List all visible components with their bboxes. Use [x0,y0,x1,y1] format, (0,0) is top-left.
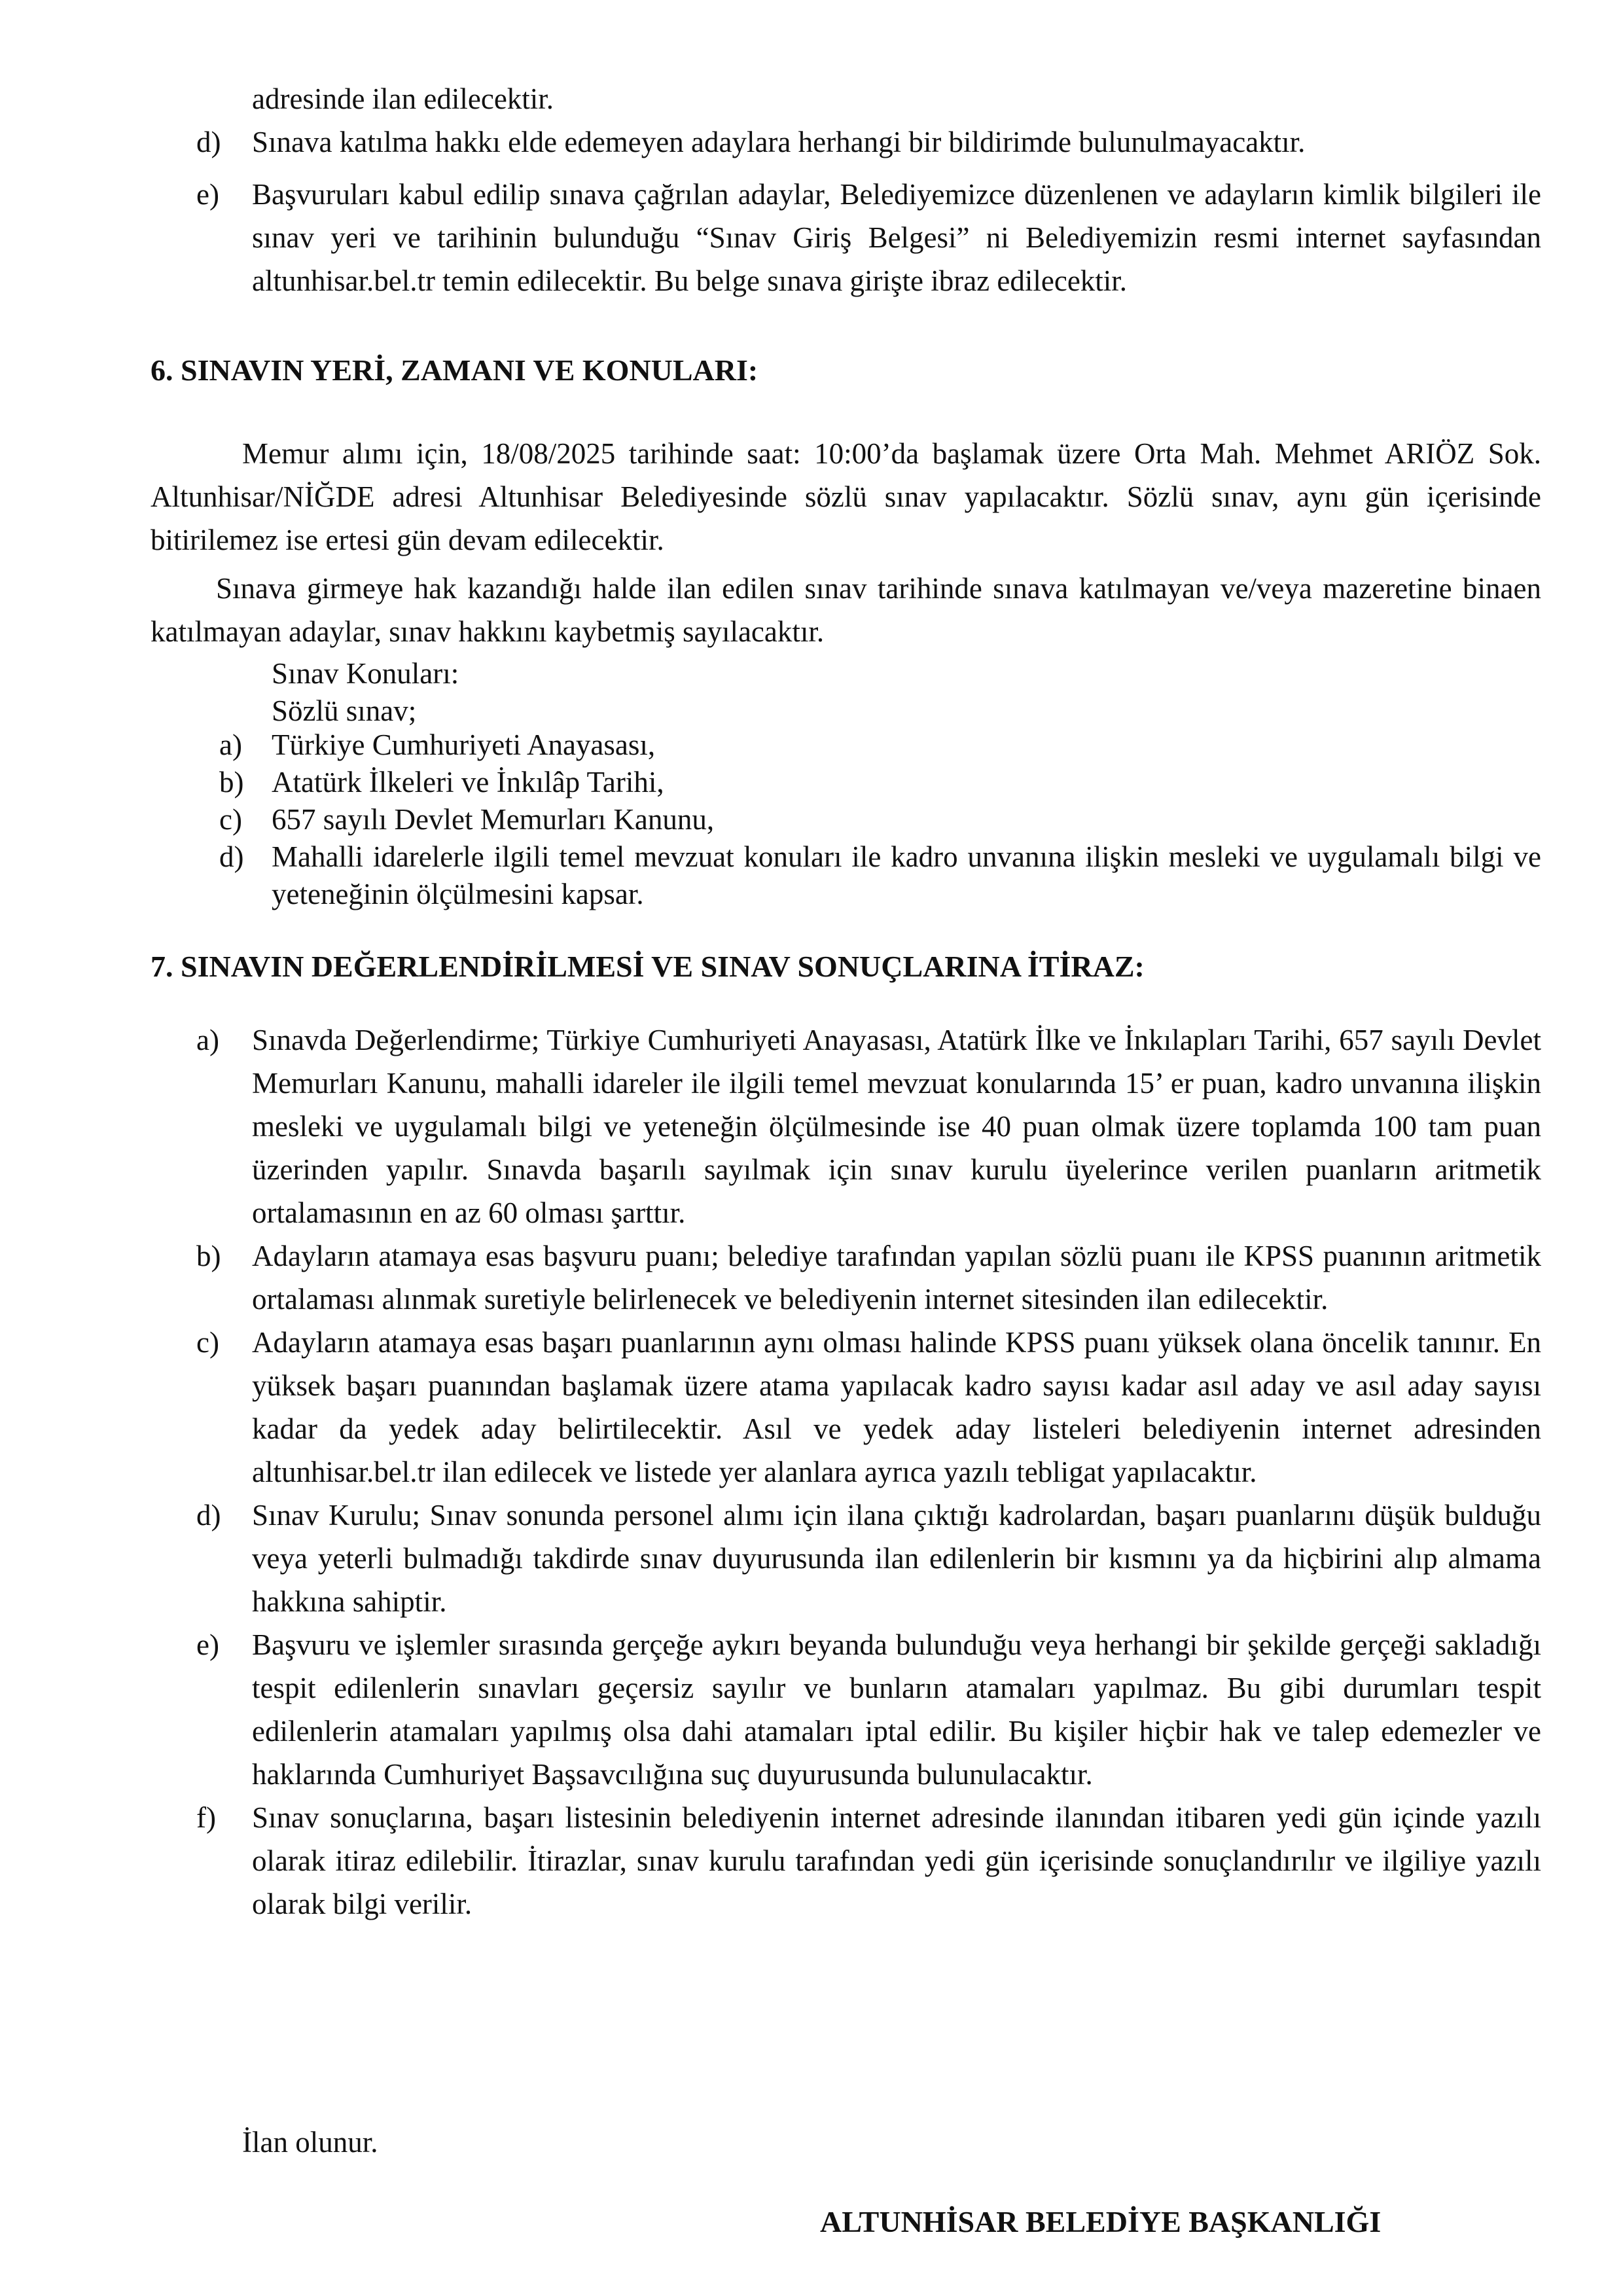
list-item [196,1494,1541,1623]
list-item [219,801,1541,838]
list-marker: a) [196,1024,219,1056]
exam-topics-label: Sınav Konuları: [272,657,459,690]
list-item [196,1623,1541,1796]
section6-heading: 6. SINAVIN YERİ, ZAMANI VE KONULARI: [151,353,758,387]
list-marker: b) [219,766,244,798]
list-item [219,838,1541,913]
list-text: Türkiye Cumhuriyeti Anayasası, [272,728,656,761]
list-text: 657 sayılı Devlet Memurları Kanunu, [272,803,715,836]
list-marker: a) [219,728,242,761]
section5-continuation: adresinde ilan edilecektir. [252,82,554,115]
list-text: Sınav sonuçlarına, başarı listesinin belediyenin internet adresinde ilanından itibaren yedi gün içinde yazılı olarak itiraz edilebilir. İtirazlar, sınav kurulu tarafından yedi gün içerisinde sonuçlandırılır ve ilgiliye yazılı olarak bilgi verilir. [252,1801,1541,1920]
list-marker: c) [196,1326,219,1359]
section7-list [196,1018,1541,1926]
list-item [196,1234,1541,1321]
list-marker: d) [219,840,244,873]
closing-text: İlan olunur. [242,2126,378,2159]
list-text: Sınav Kurulu; Sınav sonunda personel alımı için ilana çıktığı kadrolardan, başarı puanlarını düşük bulduğu veya yeterli bulmadığı takdirde sınav duyurusunda ilan edilenlerin bir kısmını ya da hiçbirini alıp almama hakkına sahiptir. [252,1499,1541,1618]
list-text: Adayların atamaya esas başvuru puanı; belediye tarafından yapılan sözlü puanı ile KPSS puanının aritmetik ortalaması alınmak suretiyle belirlenecek ve belediyenin internet sitesinden ilan edilecektir. [252,1240,1541,1316]
exam-topics-list [219,726,1541,913]
section6-paragraph-1: Memur alımı için, 18/08/2025 tarihinde saat: 10:00’da başlamak üzere Orta Mah. Mehmet ARIÖZ Sok. Altunhisar/NİĞDE adresi Altunhisar Belediyesinde sözlü sınav yapılacaktır. Sözlü sınav, aynı gün içerisinde bitirilemez ise ertesi gün devam edilecektir. [151,437,1541,556]
signature-block: ALTUNHİSAR BELEDİYE BAŞKANLIĞI [820,2205,1382,2238]
list-item [196,1796,1541,1926]
list-item [196,120,1541,164]
list-marker: e) [196,1628,219,1661]
list-text: Atatürk İlkeleri ve İnkılâp Tarihi, [272,766,664,798]
list-marker: b) [196,1240,221,1272]
section7-heading: 7. SINAVIN DEĞERLENDİRİLMESİ VE SINAV SONUÇLARINA İTİRAZ: [151,950,1145,983]
list-marker: f) [196,1801,216,1834]
list-item [196,173,1541,302]
list-text: Başvuruları kabul edilip sınava çağrılan adaylar, Belediyemizce düzenlenen ve adayların kimlik bilgileri ile sınav yeri ve tarihinin bulunduğu “Sınav Giriş Belgesi” ni Belediyemizin resmi internet sayfasından altunhisar.bel.tr temin edilecektir. Bu belge sınava girişte ibraz edilecektir. [252,178,1541,297]
list-marker: e) [196,178,219,211]
list-marker: d) [196,126,221,158]
list-item [219,726,1541,764]
list-text: Adayların atamaya esas başarı puanlarının aynı olması halinde KPSS puanı yüksek olana öncelik tanınır. En yüksek başarı puanından başlamak üzere atama yapılacak kadro sayısı kadar asıl aday ve asıl aday sayısı kadar da yedek aday belirtilecektir. Asıl ve yedek aday listeleri belediyenin internet adresinden altunhisar.bel.tr ilan edilecek ve listede yer alanlara ayrıca yazılı tebligat yapılacaktır. [252,1326,1541,1488]
section5-list [196,120,1541,302]
list-text: Başvuru ve işlemler sırasında gerçeğe aykırı beyanda bulunduğu veya herhangi bir şekilde gerçeği sakladığı tespit edilenlerin sınavları geçersiz sayılır ve bunların atamaları yapılmaz. Bu gibi durumları tespit edilenlerin atamaları yapılmış olsa dahi atamaları iptal edilir. Bu kişiler hiçbir hak ve talep edemezler ve haklarında Cumhuriyet Başsavcılığına suç duyurusunda bulunulacaktır. [252,1628,1541,1791]
list-item [219,764,1541,801]
section6-paragraph-2: Sınava girmeye hak kazandığı halde ilan edilen sınav tarihinde sınava katılmayan ve/veya mazeretine binaen katılmayan adaylar, sınav hakkını kaybetmiş sayılacaktır. [151,572,1541,648]
list-text: Sınava katılma hakkı elde edemeyen adaylara herhangi bir bildirimde bulunulmayacaktır. [252,126,1306,158]
list-item [196,1321,1541,1494]
list-item [196,1018,1541,1234]
list-marker: c) [219,803,242,836]
list-text: Sınavda Değerlendirme; Türkiye Cumhuriyeti Anayasası, Atatürk İlke ve İnkılapları Tarihi, 657 sayılı Devlet Memurları Kanunu, mahalli idareler ile ilgili temel mevzuat konularında 15’ er puan, kadro unvanına ilişkin mesleki ve uygulamalı bilgi ve yeteneğin ölçülmesinde ise 40 puan olmak üzere toplamda 100 tam puan üzerinden yapılır. Sınavda başarılı sayılmak için sınav kurulu üyelerince verilen puanların aritmetik ortalamasının en az 60 olması şarttır. [252,1024,1541,1229]
list-text: Mahalli idarelerle ilgili temel mevzuat konuları ile kadro unvanına ilişkin mesleki ve uygulamalı bilgi ve yeteneğinin ölçülmesini kapsar. [272,840,1541,910]
list-marker: d) [196,1499,221,1532]
oral-exam-label: Sözlü sınav; [272,694,417,727]
